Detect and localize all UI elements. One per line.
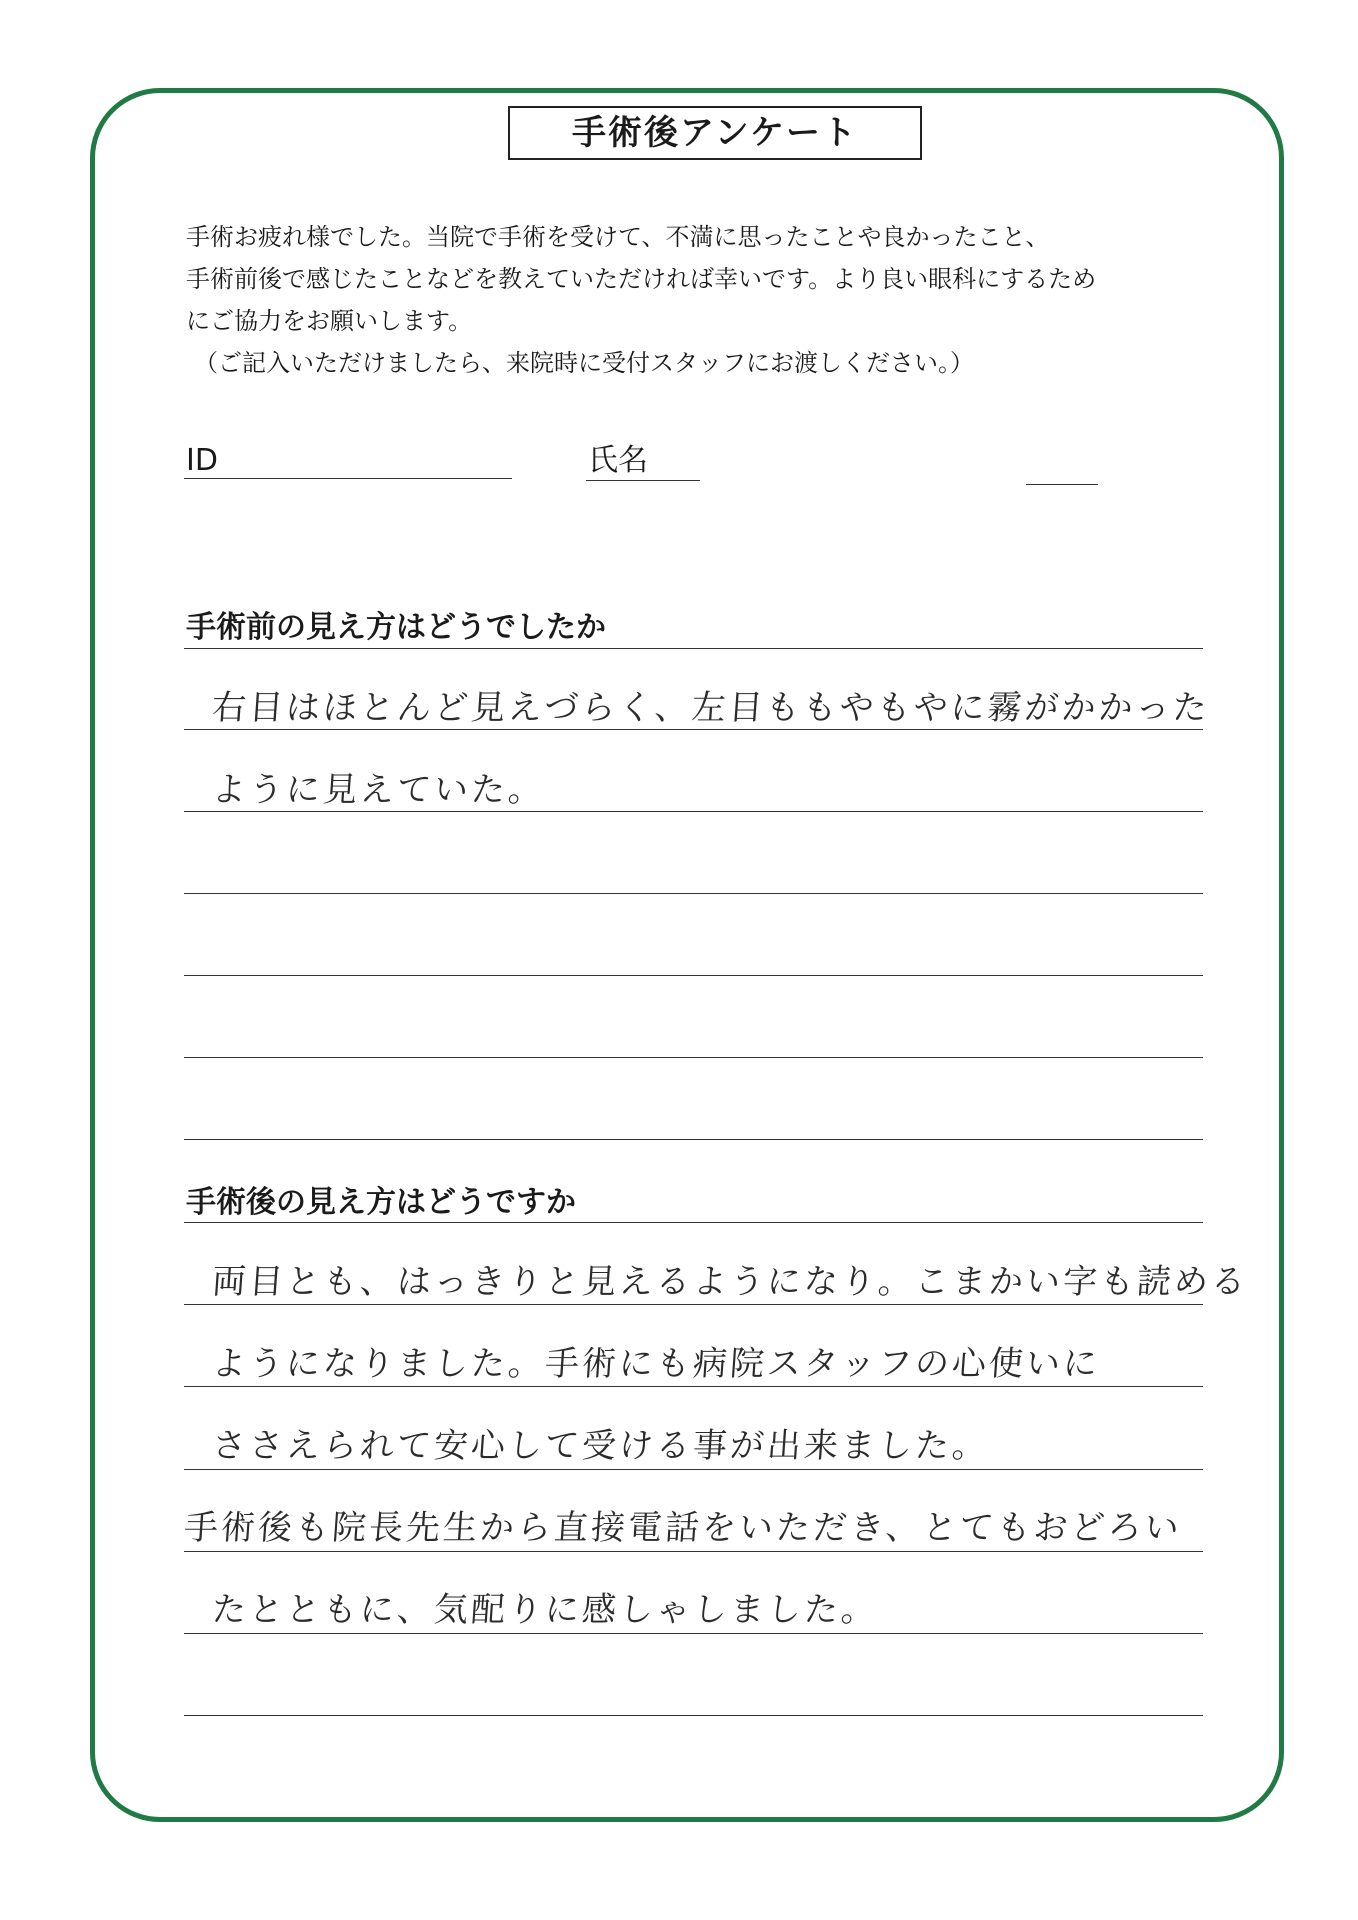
answer-before-line: 右目はほとんど見えづらく、左目ももやもやに霧がかかった (210, 688, 1212, 728)
answer-rule[interactable] (184, 1633, 1203, 1634)
answer-rule[interactable] (184, 1551, 1203, 1552)
answer-rule[interactable] (184, 1469, 1203, 1470)
id-field-line[interactable] (184, 478, 512, 479)
answer-rule (184, 648, 1203, 649)
intro-line: にご協力をお願いします。 (186, 307, 473, 335)
answer-rule[interactable] (184, 1715, 1203, 1716)
answer-rule[interactable] (184, 811, 1203, 812)
name-label: 氏名 (588, 443, 648, 478)
form-title: 手術後アンケート (508, 106, 922, 160)
answer-after-line: ささえられて安心して受ける事が出来ました。 (210, 1426, 991, 1466)
answer-rule[interactable] (184, 729, 1203, 730)
id-label: ID (186, 443, 218, 478)
answer-rule[interactable] (184, 1386, 1203, 1387)
answer-rule[interactable] (184, 1139, 1203, 1140)
intro-line: 手術お疲れ様でした。当院で手術を受けて、不満に思ったことや良かったこと、 (186, 223, 1050, 251)
answer-rule[interactable] (184, 1304, 1203, 1305)
name-suffix-line (1026, 484, 1098, 485)
answer-rule (184, 1222, 1203, 1223)
answer-after-line: たとともに、気配りに感しゃしました。 (210, 1590, 880, 1630)
answer-rule[interactable] (184, 975, 1203, 976)
answer-after-line: ようになりました。手術にも病院スタッフの心使いに (210, 1344, 1102, 1384)
answer-rule[interactable] (184, 893, 1203, 894)
answer-after-line: 両目とも、はっきりと見えるようになり。こまかい字も読める (210, 1262, 1250, 1302)
answer-rule[interactable] (184, 1057, 1203, 1058)
intro-note: （ご記入いただけましたら、来院時に受付スタッフにお渡しください。） (194, 349, 974, 377)
question-before-title: 手術前の見え方はどうでしたか (186, 610, 606, 645)
answer-after-line: 手術後も院長先生から直接電話をいただき、とてもおどろい (182, 1508, 1184, 1548)
answer-before-line: ように見えていた。 (210, 770, 547, 810)
question-after-title: 手術後の見え方はどうですか (186, 1185, 576, 1220)
name-field-line[interactable] (586, 480, 700, 481)
intro-line: 手術前後で感じたことなどを教えていただければ幸いです。より良い眼科にするため (186, 265, 1097, 293)
intro-text (186, 216, 1226, 384)
